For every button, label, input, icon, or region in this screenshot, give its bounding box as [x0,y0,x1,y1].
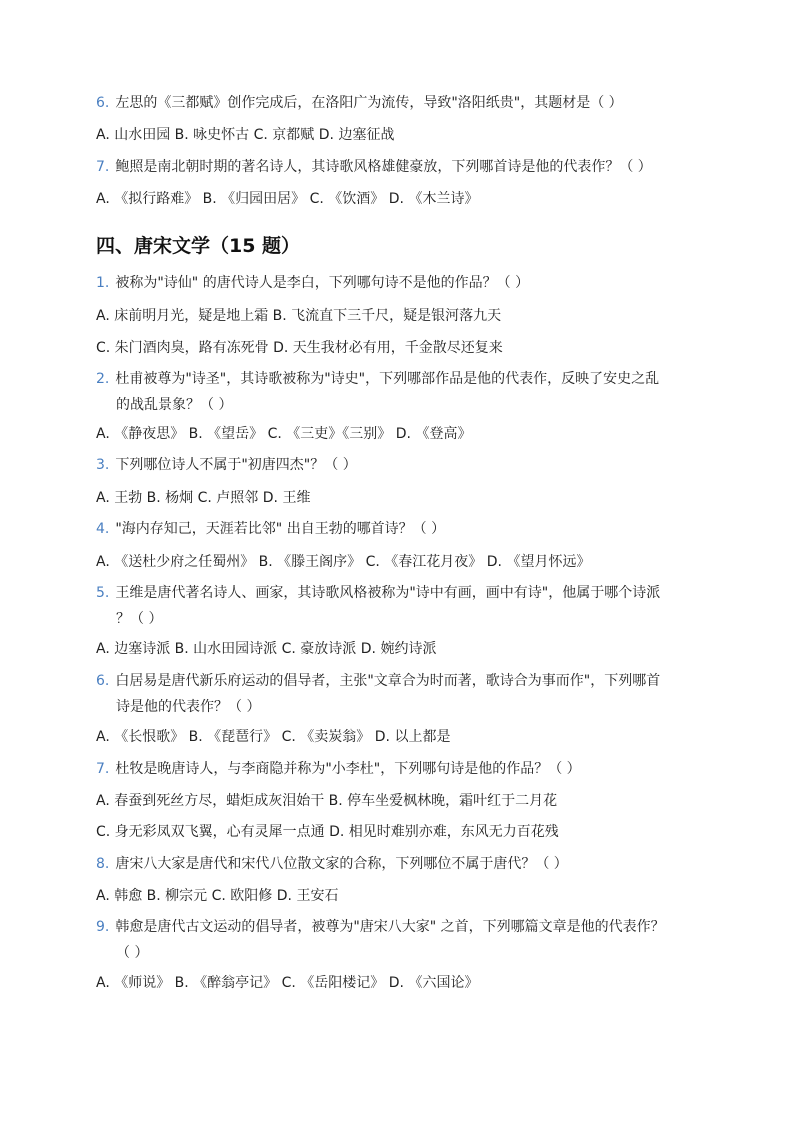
question-number: 6. [96,673,110,689]
question-text: 被称为"诗仙" 的唐代诗人是李白，下列哪句诗不是他的作品？（ ） [115,275,530,291]
tang-question-6 [96,668,696,720]
tang-question-3 [96,452,696,478]
question-text-continued: 诗是他的代表作？（ ） [116,699,261,715]
tang-question-2 [96,366,696,418]
question-number: 6. [96,95,110,111]
question-7-options: A. 《拟行路难》 B. 《归园田居》 C. 《饮酒》 D. 《木兰诗》 [96,191,479,207]
question-number: 5. [96,585,110,601]
tang-question-2-options: A. 《静夜思》 B. 《望岳》 C. 《三吏》《三别》 D. 《登高》 [96,426,472,442]
question-text: 韩愈是唐代古文运动的倡导者，被尊为"唐宋八大家" 之首，下列哪篇文章是他的代表作？ [115,919,665,935]
question-number: 3. [96,457,110,473]
section-heading: 四、唐宋文学（15 题） [96,235,301,257]
question-text: 杜牧是晚唐诗人，与李商隐并称为"小李杜"，下列哪句诗是他的作品？（ ） [115,761,581,777]
tang-question-8 [96,851,696,877]
tang-question-7-options-cd: C. 身无彩凤双飞翼，心有灵犀一点通 D. 相见时难别亦难，东风无力百花残 [96,824,559,840]
question-text-continued: （ ） [116,945,149,961]
tang-question-9-options: A. 《师说》 B. 《醉翁亭记》 C. 《岳阳楼记》 D. 《六国论》 [96,975,479,991]
question-text: 唐宋八大家是唐代和宋代八位散文家的合称，下列哪位不属于唐代？（ ） [115,856,568,872]
question-7-baozhao [96,154,696,180]
question-number: 9. [96,919,110,935]
tang-question-5 [96,580,696,632]
tang-question-5-options: A. 边塞诗派 B. 山水田园诗派 C. 豪放诗派 D. 婉约诗派 [96,641,437,657]
question-text: "海内存知己，天涯若比邻" 出自王勃的哪首诗？（ ） [115,521,446,537]
question-number: 1. [96,275,110,291]
tang-question-6-options: A. 《长恨歌》 B. 《琵琶行》 C. 《卖炭翁》 D. 以上都是 [96,729,451,745]
question-number: 7. [96,761,110,777]
tang-question-4 [96,516,696,542]
question-number: 8. [96,856,110,872]
question-text: 白居易是唐代新乐府运动的倡导者，主张"文章合为时而著，歌诗合为事而作"，下列哪首 [115,673,661,689]
question-text-continued: 的战乱景象？（ ） [116,397,233,413]
tang-question-7 [96,756,696,782]
tang-question-7-options-ab: A. 春蚕到死丝方尽，蜡炬成灰泪始干 B. 停车坐爱枫林晚，霜叶红于二月花 [96,793,558,809]
question-text: 下列哪位诗人不属于"初唐四杰"？（ ） [115,457,357,473]
question-text: 左思的《三都赋》创作完成后，在洛阳广为流传，导致"洛阳纸贵"，其题材是（ ） [115,95,623,111]
tang-question-1 [96,270,696,296]
question-text: 杜甫被尊为"诗圣"，其诗歌被称为"诗史"，下列哪部作品是他的代表作，反映了安史之乱 [115,371,660,387]
question-number: 4. [96,521,110,537]
question-number: 2. [96,371,110,387]
question-6-options: A. 山水田园 B. 咏史怀古 C. 京都赋 D. 边塞征战 [96,127,395,143]
tang-question-9 [96,914,696,966]
tang-question-3-options: A. 王勃 B. 杨炯 C. 卢照邻 D. 王维 [96,490,311,506]
question-6-zuosi [96,90,696,116]
tang-question-8-options: A. 韩愈 B. 柳宗元 C. 欧阳修 D. 王安石 [96,888,339,904]
question-text: 王维是唐代著名诗人、画家，其诗歌风格被称为"诗中有画，画中有诗"，他属于哪个诗派 [115,585,661,601]
question-text-continued: ？（ ） [116,611,163,627]
question-text: 鲍照是南北朝时期的著名诗人，其诗歌风格雄健豪放，下列哪首诗是他的代表作？（ ） [115,159,652,175]
tang-question-4-options: A. 《送杜少府之任蜀州》 B. 《滕王阁序》 C. 《春江花月夜》 D. 《望月怀远》 [96,554,591,570]
tang-question-1-options-ab: A. 床前明月光，疑是地上霜 B. 飞流直下三千尺，疑是银河落九天 [96,308,502,324]
question-number: 7. [96,159,110,175]
tang-question-1-options-cd: C. 朱门酒肉臭，路有冻死骨 D. 天生我材必有用，千金散尽还复来 [96,340,503,356]
